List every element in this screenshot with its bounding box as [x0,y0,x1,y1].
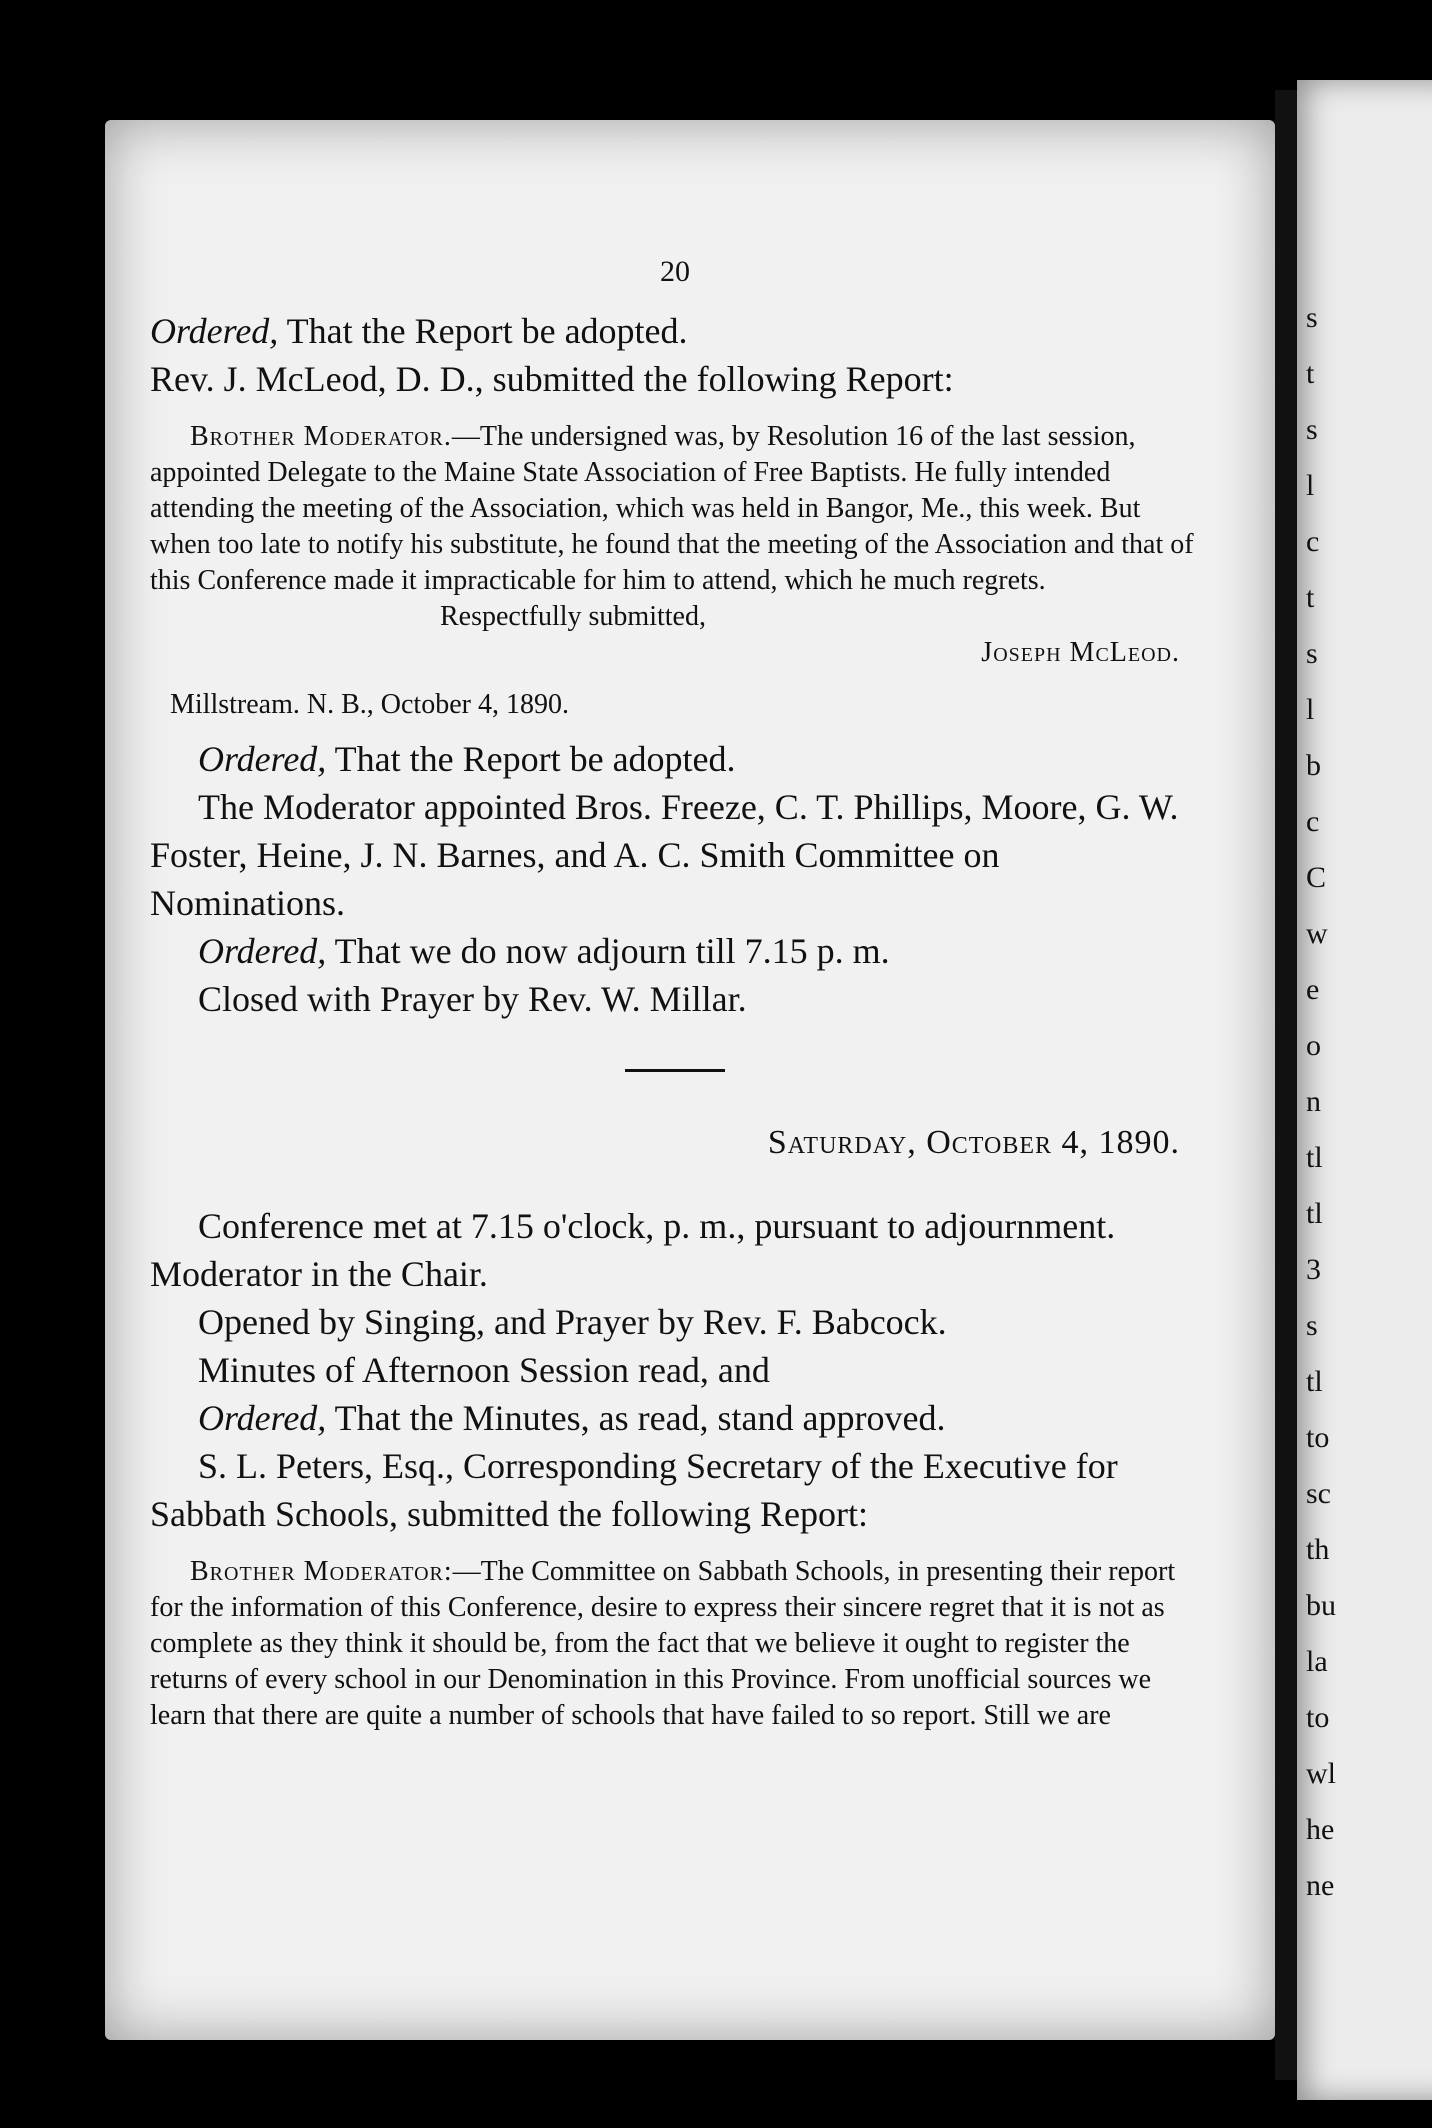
facing-page-fragment: w [1306,917,1328,950]
facing-page-fragment: th [1306,1533,1330,1566]
ordered-label: Ordered, [198,1398,327,1438]
place-date: Millstream. N. B., October 4, 1890. [170,689,569,720]
facing-page-fragment: to [1306,1701,1330,1734]
report-body: —The Committee on Sabbath Schools, in presenting their report for the information of this Conference, desire to express their sincere regret that it is not as complete as they think it should be, from the fact that we believe it ought to register the returns of every school in our Denomination in this Province. From unofficial sources we learn that there are quite a number of schools that have failed to so report. Still we are [150,1556,1176,1731]
facing-page-fragment: 3 [1306,1253,1321,1286]
facing-page-fragment: tl [1306,1141,1323,1174]
facing-page-fragment: l [1306,693,1315,726]
report-mcleod [150,419,1200,599]
ordered-text: That the Report be adopted. [326,739,736,779]
facing-page-fragment: s [1306,637,1318,670]
ordered-text: That we do now adjourn till 7.15 p. m. [326,931,890,971]
facing-page-fragment: bu [1306,1589,1336,1622]
ordered-label: Ordered, [198,931,327,971]
facing-page-fragment: wl [1306,1757,1336,1790]
ordered-text: That the Minutes, as read, stand approved. [326,1398,946,1438]
facing-page-fragment: la [1306,1645,1328,1678]
facing-page-fragment: tl [1306,1197,1323,1230]
facing-page-fragment: he [1306,1813,1335,1846]
facing-page-fragment: t [1306,581,1315,614]
report-body: —The undersigned was, by Resolution 16 of the last session, appointed Delegate to the Maine State Association of Free Baptists. He fully intended attending the meeting of the Association, which was held in Bangor, Me., this week. But when too late to notify his substitute, he found that the meeting of the Association and that of this Conference made it impracticable for him to attend, which he much regrets. [150,421,1194,596]
facing-page-fragment: o [1306,1029,1321,1062]
facing-page-fragment: ne [1306,1869,1335,1902]
facing-page-fragment: s [1306,1309,1318,1342]
facing-page-fragment: l [1306,469,1315,502]
section-divider [625,1069,725,1072]
conference-met: Conference met at 7.15 o'clock, p. m., pursuant to adjournment. Moderator in the Chair. [150,1206,1116,1294]
facing-page-fragment: e [1306,973,1320,1006]
page-content [150,255,1200,1734]
facing-page-fragment: C [1306,861,1327,894]
signature: Joseph McLeod. [981,637,1180,668]
facing-page-fragment: t [1306,357,1315,390]
ordered-text: That the Report be adopted. [278,311,688,351]
facing-page-fragment: s [1306,413,1318,446]
facing-page-fragment: c [1306,525,1320,558]
facing-page-fragment: c [1306,805,1320,838]
page-number: 20 [660,255,690,288]
ordered-adjourn [150,927,1200,975]
facing-page-fragment: to [1306,1421,1330,1454]
report-salutation: Brother Moderator: [190,1556,453,1587]
closed-prayer: Closed with Prayer by Rev. W. Millar. [198,979,747,1019]
ordered-approved [150,1394,1200,1442]
dateline: Saturday, October 4, 1890. [767,1124,1180,1161]
ordered-adopted-1 [150,307,1200,355]
minutes-read: Minutes of Afternoon Session read, and [198,1350,770,1390]
committee-nominations: The Moderator appointed Bros. Freeze, C. T. Phillips, Moore, G. W. Foster, Heine, J. N. Barnes, and A. C. Smith Committee on Nominations. [150,787,1179,923]
report-sabbath-schools [150,1554,1200,1734]
report-salutation: Brother Moderator. [190,421,452,452]
facing-page-fragment: b [1306,749,1321,782]
facing-page-fragment: s [1306,301,1318,334]
ordered-adopted-2 [150,735,1200,783]
opened-singing: Opened by Singing, and Prayer by Rev. F. Babcock. [198,1302,947,1342]
book-spine [1275,90,1297,2080]
ordered-label: Ordered, [150,311,279,351]
peters-intro: S. L. Peters, Esq., Corresponding Secretary of the Executive for Sabbath Schools, submitted the following Report: [150,1446,1118,1534]
facing-page-fragment: tl [1306,1365,1323,1398]
mcleod-intro: Rev. J. McLeod, D. D., submitted the following Report: [150,359,954,399]
closing: Respectfully submitted, [440,601,706,632]
facing-page-fragment: n [1306,1085,1321,1118]
ordered-label: Ordered, [198,739,327,779]
facing-page-fragments [1306,290,1426,1914]
facing-page-fragment: sc [1306,1477,1331,1510]
